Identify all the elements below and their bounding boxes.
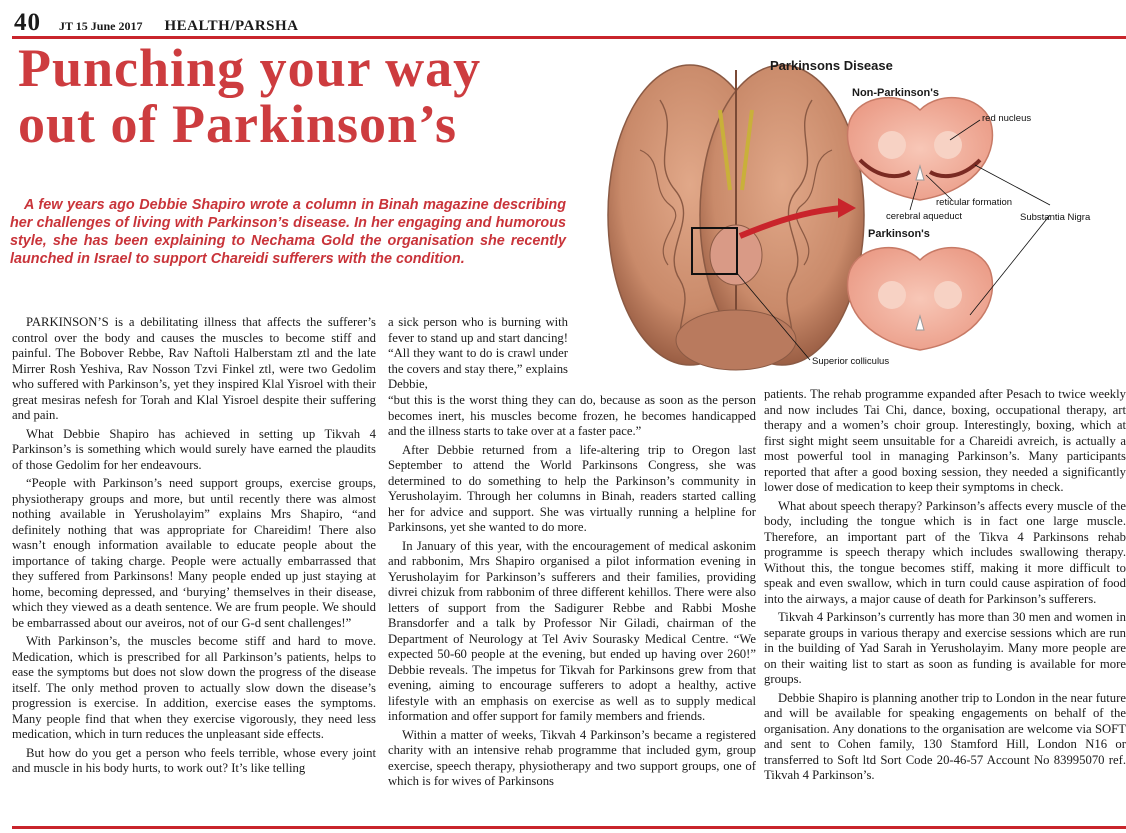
superior-colliculus-label: Superior colliculus bbox=[812, 356, 890, 367]
brain-underside bbox=[608, 65, 864, 370]
paragraph: What Debbie Shapiro has achieved in setting up Tikvah 4 Parkinson’s is something which would surely have earned the plaudits of those Gedolim for her endeavours. bbox=[12, 426, 376, 472]
headline-line-2: out of Parkinson’s bbox=[18, 94, 458, 154]
paragraph: Debbie Shapiro is planning another trip to London in the near future and will be available for speaking engagements on behalf of the organisation. Any donations to the organisation are welcome via SOFT and sent to Cohen family, 130 Stamford Hill, London N16 or transferred to Soft ltd Sort Code 20-46-57 Account No 83995070 ref. Tikvah 4 Parkinson’s. bbox=[764, 690, 1126, 782]
paragraph: Tikvah 4 Parkinson’s currently has more than 30 men and women in separate groups in various therapy and exercise sessions which are run in the building of Yad Sarah in Yerusholayim. Many more people are on their waiting list to start as soon as funding is available for more groups. bbox=[764, 610, 1126, 686]
section-name: HEALTH/PARSHA bbox=[164, 18, 299, 34]
figure-title: Parkinsons Disease bbox=[770, 58, 893, 73]
non-parkinsons-label: Non-Parkinson's bbox=[852, 87, 939, 99]
paragraph: PARKINSON’S is a debilitating illness that affects the sufferer’s control over the body and causes the muscles to become stiff and painful. The Bobover Rebbe, Rav Naftoli Halberstam ztl and the late Mirrer Rosh Yeshiva, Rav Nosson Tzvi Finkel ztl, were two Gedolim who suffered with Parkinson’s, yet they inspired Klal Yisroel with their great mesiras nefesh for Torah and Klal Yisroel despite their suffering and pain. bbox=[12, 315, 376, 422]
publication-date: JT 15 June 2017 bbox=[59, 19, 143, 33]
parkinsons-label: Parkinson's bbox=[868, 228, 930, 240]
reticular-formation-label: reticular formation bbox=[936, 197, 1013, 208]
paragraph: patients. The rehab programme expanded after Pesach to twice weekly and now includes Tai Chi, dance, boxing, occupational therapy, art therapy and a women’s choir group. Interestingly, boxing, which at first sight might seem unsuitable for a Chareidi avreich, is actually a most powerful tool in managing Parkinson’s. Many participants reported that after a good boxing session, they needed a significantly lower dose of medication to keep their symptoms in check. bbox=[764, 387, 1126, 494]
bottom-divider bbox=[12, 826, 1126, 829]
headline-line-1: Punching your way bbox=[18, 38, 482, 98]
body-column-2 bbox=[388, 393, 756, 823]
headline bbox=[18, 40, 598, 152]
cerebral-aqueduct-label: cerebral aqueduct bbox=[886, 211, 963, 222]
parkinsons-figure bbox=[580, 40, 1126, 385]
paragraph: With Parkinson’s, the muscles become stiff and hard to move. Medication, which is prescribed for all Parkinson’s patients, helps to ease the symptoms but does not slow down the progress of the disease itself. The only method proven to actually slow down the disease’s progression is exercise. In addition, exercise eases the symptoms. Many people find that when they exercise vigorously, they need less medication, which in turn reduces the unpleasant side effects. bbox=[12, 634, 376, 741]
substantia-nigra-label: Substantia Nigra bbox=[1020, 212, 1091, 223]
standfirst: A few years ago Debbie Shapiro wrote a column in Binah magazine describing her challenges of living with Parkinson’s disease. In her engaging and humorous style, she has been explaining to Nechama Gold the organisation she recently launched in Israel to support Chareidi sufferers with the condition. bbox=[10, 197, 566, 267]
paragraph: “People with Parkinson’s need support groups, exercise groups, physiotherapy groups and more, but until recently there was almost nothing available in Yerusholayim” explains Mrs Shapiro, “and definitely nothing that was appropriate for Chareidim! There also wasn’t enough information available to educate people about the importance of taking charge. People were actually embarrassed that they suffered from Parkinsons! Many people ended up just staying at home, becoming depressed, and ‘burying’ themselves in their disease, which they viewed as a death sentence. We are frum people. We should be embarrassed about our aveiros, not of our G-d sent challenges!” bbox=[12, 476, 376, 630]
paragraph: In January of this year, with the encouragement of medical askonim and rabbonim, Mrs Shapiro organised a pilot information evening in Yerusholayim for Parkinson’s sufferers and their families, providing divrei chizuk from rabbonim of three different kehillos. There were also letters of support from the Sadigurer Rebbe and Rabbi Moshe Bransdorfer and a talk by Professor Nir Giladi, chairman of the Department of Neurology at Tel Aviv Sourasky Medical Centre. “We expected 50-60 people at the evening, but ended up having over 260!” Debbie reveals. The impetus for Tikvah for Parkinsons grew from that evening, aiming to encourage sufferers to adopt a healthy, active lifestyle with an emphasis on exercise as well as to supply medical information and offer support for family members and friends. bbox=[388, 538, 756, 723]
paragraph: After Debbie returned from a life-altering trip to Oregon last September to attend the World Parkinsons Congress, she was determined to do something to help the Parkinson’s community in Yerusholayim. Through her columns in Binah, readers started calling her for advice and support. She was virtually running a helpline for Parkinsons, yet she wanted to do more. bbox=[388, 442, 756, 534]
body-column-3 bbox=[764, 387, 1126, 823]
paragraph: But how do you get a person who feels terrible, whose every joint and muscle in his body hurts, to work out? It’s like telling bbox=[12, 745, 376, 775]
paragraph: What about speech therapy? Parkinson’s affects every muscle of the body, including the tongue which is in fact one large muscle. Therefore, an important part of the Tikva 4 Parkinsons rehab programme is speech therapy which includes swallowing therapy. Without this, the tongue becomes stiff, making it more difficult to speak and even swallow, which in turn could cause aspiration of food into the airways, a major cause of death for Parkinson’s sufferers. bbox=[764, 498, 1126, 606]
body-column-2-top: a sick person who is burning with fever to stand up and start dancing! “All they want to do is crawl under the covers and stay there,” explains Debbie, bbox=[388, 315, 568, 391]
non-parkinsons-slice bbox=[848, 98, 993, 200]
paragraph: Within a matter of weeks, Tikvah 4 Parkinson’s became a registered charity with an intensive rehab programme that included gym, group exercise, speech therapy, physiotherapy and two support groups, one of which is for wives of Parkinsons bbox=[388, 727, 756, 788]
page-number: 40 bbox=[14, 9, 41, 36]
body-column-1 bbox=[12, 315, 376, 820]
red-nucleus-label: red nucleus bbox=[982, 113, 1032, 124]
page-header bbox=[14, 9, 1126, 36]
parkinsons-slice bbox=[848, 248, 993, 350]
paragraph: “but this is the worst thing they can do, because as soon as the person becomes inert, his muscles become frozen, he becomes handicapped and the illness starts to take over at a faster pace.” bbox=[388, 393, 756, 438]
